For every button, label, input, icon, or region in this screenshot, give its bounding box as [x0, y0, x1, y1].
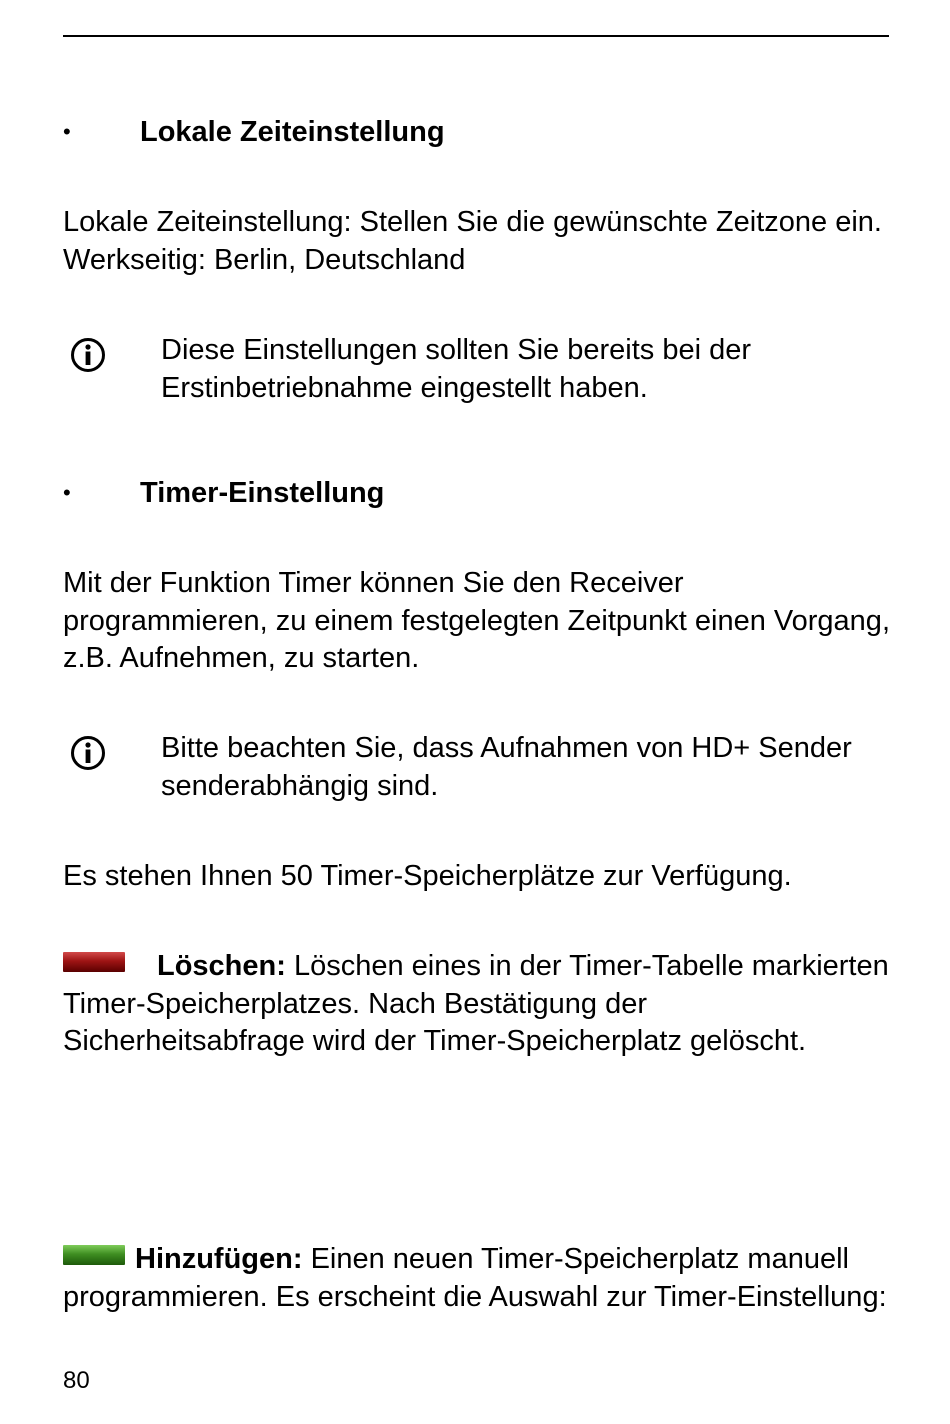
note-text: Bitte beachten Sie, dass Aufnahmen von HD+ Sender senderabhängig sind. — [161, 732, 852, 802]
add-text: Einen neuen Timer-Speicherplatz manuell programmieren. Es erscheint die Auswahl zur Timer-Einstellung: — [63, 1243, 887, 1313]
top-rule — [63, 35, 889, 37]
delete-paragraph — [63, 948, 893, 1061]
page-number: 80 — [63, 1367, 90, 1394]
note-local-time — [63, 332, 893, 412]
delete-text: Löschen eines in der Timer-Tabelle markierten Timer-Speicherplatzes. Nach Bestätigung der Sicherheitsabfrage wird der Timer-Speicherplatz gelöscht. — [63, 950, 889, 1057]
timer-slots-paragraph: Es stehen Ihnen 50 Timer-Speicherplätze zur Verfügung. — [63, 860, 792, 892]
heading-text: Lokale Zeiteinstellung — [140, 116, 445, 148]
local-time-paragraph: Lokale Zeiteinstellung: Stellen Sie die gewünschte Zeitzone ein. Werkseitig: Berlin, Deutschland — [63, 206, 882, 276]
bullet: • — [63, 480, 71, 505]
note-text: Diese Einstellungen sollten Sie bereits bei der Erstinbetriebnahme eingestellt haben. — [161, 334, 752, 404]
info-circle-icon — [70, 337, 106, 373]
timer-paragraph: Mit der Funktion Timer können Sie den Receiver programmieren, zu einem festgelegten Zeitpunkt einen Vorgang, z.B. Aufnehmen, zu starten. — [63, 567, 890, 674]
green-key-icon — [63, 1245, 125, 1265]
note-hd-plus — [63, 730, 893, 810]
info-circle-icon — [70, 735, 106, 771]
red-key-icon — [63, 952, 125, 972]
add-label: Hinzufügen: — [135, 1243, 303, 1275]
add-paragraph — [63, 1241, 893, 1316]
delete-label: Löschen: — [157, 950, 286, 982]
bullet: • — [63, 119, 71, 144]
heading-text: Timer-Einstellung — [140, 477, 385, 509]
